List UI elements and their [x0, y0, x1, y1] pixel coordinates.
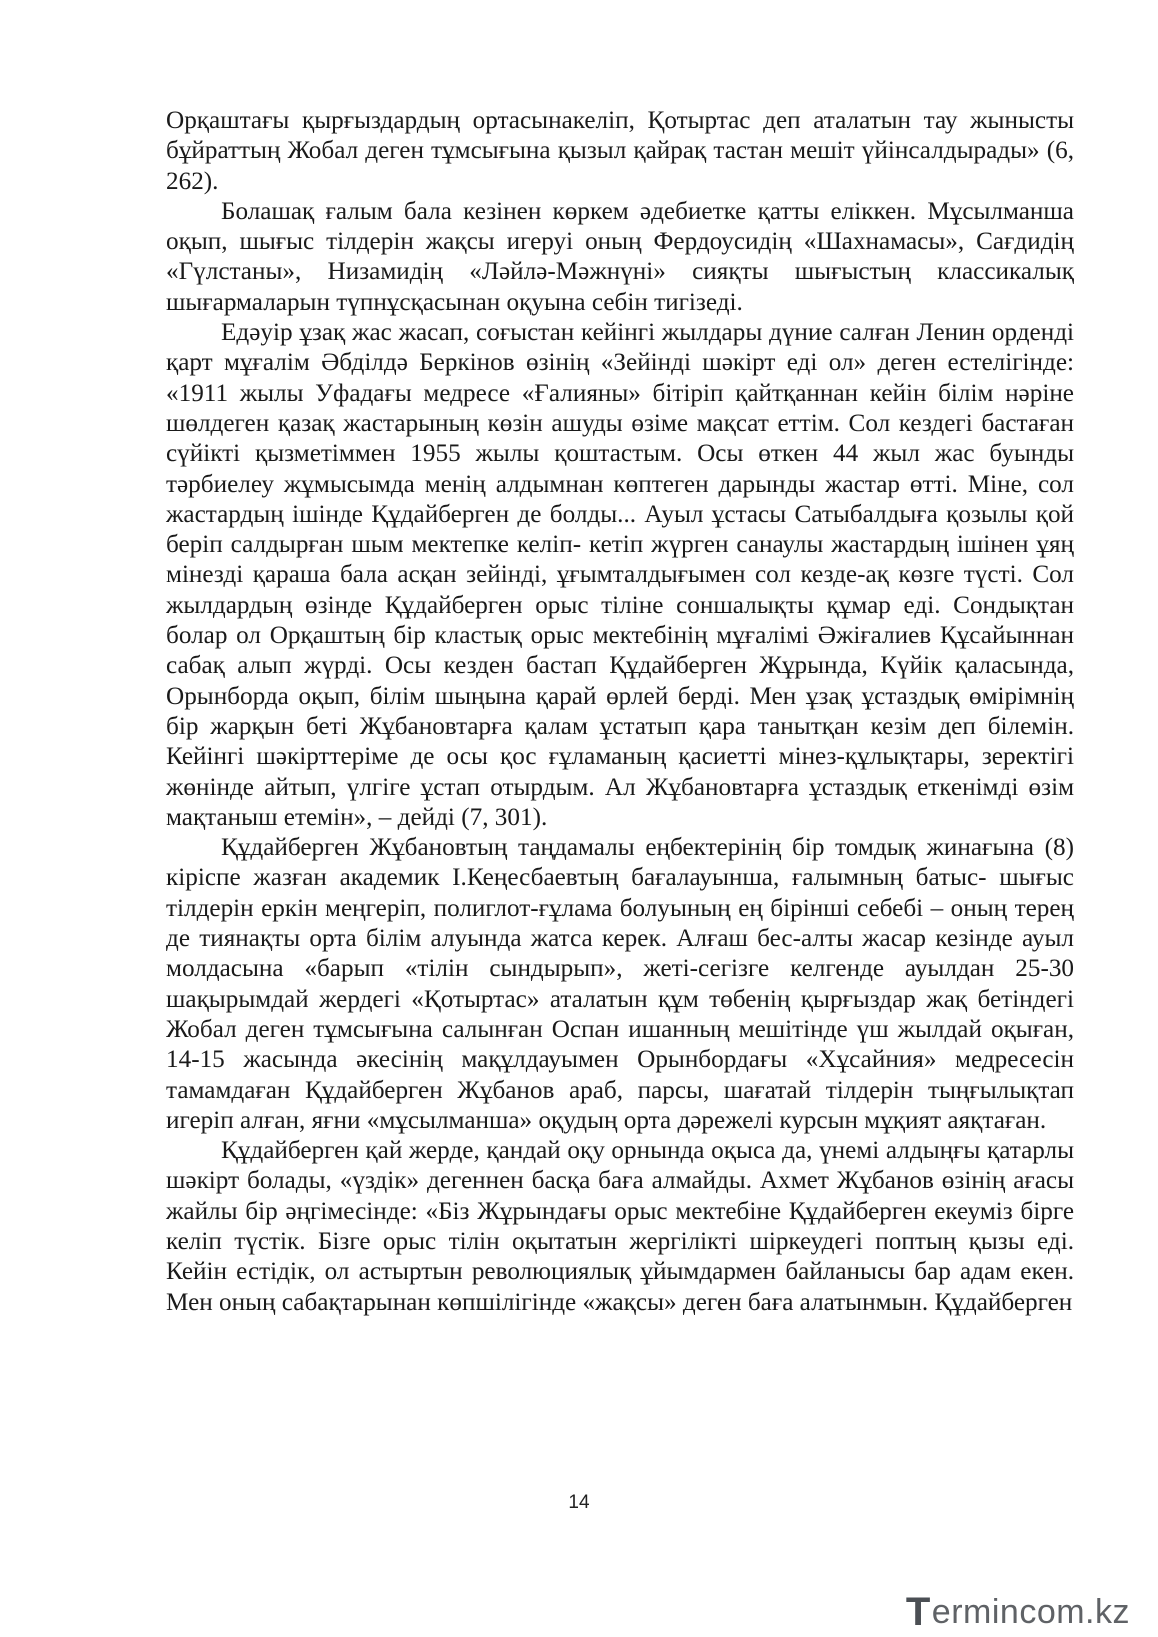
text-line: Орқаштағы қырғыздардың ортасынакеліп, Қотыртас деп аталатын тау [166, 107, 958, 134]
page-number: 14 [568, 1492, 590, 1513]
text-line: Мұсылманша оқып, шығыс тілдерін жақсы игеруі оның Фердоусидің [166, 197, 1074, 256]
text-line: Ауыл ұстасы Сатыбалдыға қозылы қой беріп салдырған шым мектепке келіп- [166, 500, 1075, 559]
text-line: жасар кезінде ауыл молдасына «барып «тілін сындырып», жеті-сегізге [166, 925, 1074, 983]
text-line: кетіп жүрген санаулы жастардың ішінен ұяң мінезді қараша бала асқан [166, 531, 1074, 589]
watermark-logo [906, 1590, 1130, 1635]
text-line: «Шахнамасы», Сағдидің «Гүлстаны», Низамидің «Ләйлә-Мәжнүні» сияқты [166, 228, 1074, 286]
text-line: шығыстың классикалық шығармаларын түпнұсқасынан оқуына себін [166, 258, 1074, 316]
text-line: Едәуір ұзақ жас жасап, соғыстан кейінгі жылдары дүние салған Ленин [221, 319, 986, 347]
text-line: алған, яғни «мұсылманша» оқудың орта дәрежелі курсын мұқият аяқтаған. [240, 1106, 1047, 1134]
text-line: тигізеді. [654, 288, 743, 316]
text-line: революциялық ұйымдармен байланысы бар адам екен. Мен оның [166, 1258, 1075, 1316]
text-line: ұстаздық өмірімнің бір жарқын беті Жұбановтарға қалам ұстатып қара [166, 682, 1075, 740]
text-line: Құдайберген орыс тіліне соншалықты құмар еді. Сондықтан болар ол [166, 591, 1074, 650]
paragraph [166, 197, 1074, 318]
text-line: Құдайберген Жұбановтың таңдамалы еңбектерінің бір томдық жинағына [221, 834, 1034, 862]
text-line: сабақтарынан көпшілігінде «жақсы» деген баға алатынмын. Құдайберген [281, 1288, 1073, 1316]
paragraph [166, 318, 1074, 833]
text-line: жынысты бұйраттың Жобал деген тұмсығына қызыл қайрақ тастан мешіт [166, 107, 1074, 165]
text-line: Болашақ ғалым бала кезінен көркем әдебиетке қатты еліккен. [221, 197, 917, 225]
watermark-text: ermincom.kz [931, 1593, 1130, 1631]
text-line: Жұбановтарға ұстаздық еткенімді өзім мақтаныш етемін», – дейді (7, 301). [166, 773, 1075, 831]
text-line: Орқаштың бір кластық орыс мектебінің мұғалімі Әжіғалиев Құсайыннан [269, 622, 1074, 650]
watermark-initial: T [905, 1590, 931, 1634]
paragraph [166, 833, 1074, 1136]
text-line: кейін білім нәріне шөлдеген қазақ жастарының көзін ашуды өзіме мақсат [166, 379, 1074, 437]
text-line: шығыс тілдерін еркін меңгеріп, полиглот-ғұлама болуының ең бірінші себебі [166, 864, 1074, 922]
text-line: орденді қарт мұғалім Әбділдә Беркінов өзінің «Зейінді шәкірт еді ол» деген [166, 319, 1075, 377]
text-line: еттім. Сол кездегі бастаған сүйікті қызметіммен 1955 жылы қоштастым. Осы [166, 409, 1075, 468]
text-line: – оның терең де тиянақты орта білім алуында жатса керек. Алғаш бес-алты [166, 894, 1075, 953]
text-line: Құдайберген Жұбанов араб, парсы, шағатай тілдерін тыңғылықтап игеріп [166, 1076, 1074, 1134]
text-line: қаласында, Орынборда оқып, білім шыңына қарай өрлей берді. Мен ұзақ [166, 652, 1074, 710]
text-line: мектебіне Құдайберген екеуміз бірге келіп түстік. Бізге орыс тілін оқытатын [166, 1197, 1074, 1255]
text-line: қасиетті мінез-құлықтары, зеректігі жөнінде айтып, үлгіге ұстап отырдым. Ал [166, 743, 1074, 801]
document-body [166, 106, 1074, 1318]
text-line: Құдайберген қай жерде, қандай оқу орнында оқыса да, үнемі алдыңғы [221, 1137, 981, 1165]
text-line: өткен 44 жыл жас буынды тәрбиелеу жұмысымда менің алдымнан көптеген [166, 440, 1074, 498]
text-line: келгенде ауылдан 25-30 шақырымдай жердегі «Қотыртас» аталатын құм [166, 955, 1075, 1013]
text-line: зейінді, ұғымталдығымен сол кезде-ақ көзге түсті. Сол жылдардың өзінде [166, 561, 1074, 619]
text-line: Жұбанов өзінің ағасы жайлы бір әңгімесінде: «Біз Жұрындағы орыс [166, 1167, 1074, 1225]
paragraph [166, 1136, 1074, 1318]
text-line: ишанның мешітінде үш жылдай оқыған, 14-15 жасында әкесінің [166, 1015, 1074, 1074]
text-line: (8) кіріспе жазған академик І.Кеңесбаевтың бағалауынша, ғалымның батыс- [166, 834, 1074, 892]
text-line: танытқан кезім деп білемін. Кейінгі шәкірттеріме де осы қос ғұламаның [166, 712, 1075, 771]
text-line: қатарлы шәкірт болады, «үздік» дегеннен басқа баға алмайды. Ахмет [166, 1137, 1075, 1195]
text-line: жергілікті шіркеудегі поптың қызы еді. Кейін естідік, ол астыртын [166, 1227, 1075, 1286]
text-line: естелігінде: «1911 жылы Уфадағы медресе «Ғалияны» бітіріп қайтқаннан [166, 349, 1075, 407]
text-line: мақұлдауымен Орынбордағы «Хұсайния» медресесін тамамдаған [166, 1046, 1074, 1104]
text-line: төбенің қырғыздар жақ бетіндегі Жобал деген тұмсығына салынған Оспан [166, 985, 1074, 1043]
paragraph [166, 106, 1074, 197]
text-line: дарынды жастар өтті. Міне, сол жастардың ішінде Құдайберген де болды... [166, 470, 1074, 528]
text-line: сабақ алып жүрді. Осы кезден бастап Құдайберген Жұрында, Күйік [166, 652, 943, 680]
text-line: үйінсалдырады» (6, 262). [166, 137, 1074, 195]
